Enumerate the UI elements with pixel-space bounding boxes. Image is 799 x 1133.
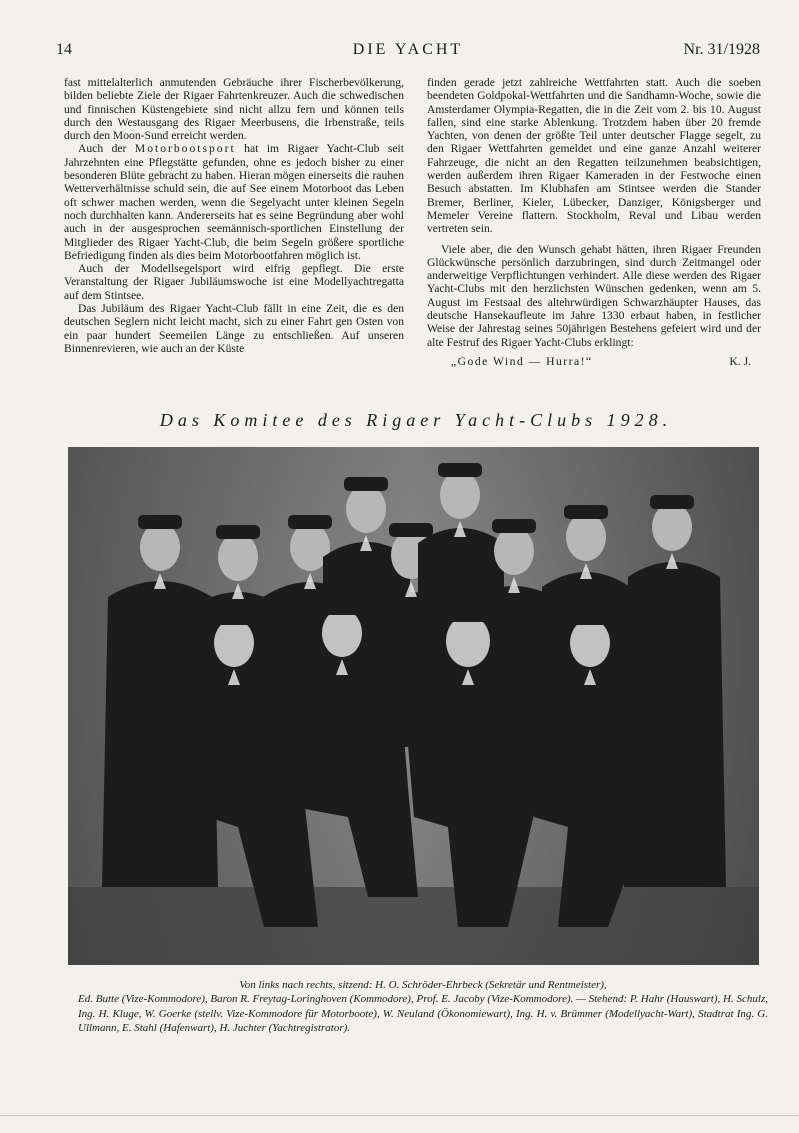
text-run: Auch der (78, 142, 135, 156)
closing-quote: „Gode Wind — Hurra!“ (451, 354, 593, 368)
text-run: hat im Rigaer Yacht-Club seit Jahrzehnten eine Pflegstätte gefunden, ohne es jedoch bisher zu einer besonderen Blüte gebracht zu haben. Hieran mögen einerseits die rauhen Wetterverhältnisse schuld sein, die auf See einem Motorboot das Leben oft schwer machen werden, wenn die Segelyacht unter kleinen Segeln noch durchhalten kann. Andererseits hat es seine Begründung aber wohl auch in der ausgesprochen seemännisch-sportlichen Einstellung der Mitglieder des Rigaer Yacht-Club, die beim Segeln größere sportliche Befriedigung finden als dies beim Motorbootfahren möglich ist. (64, 142, 404, 262)
closing-line (427, 355, 761, 368)
paragraph: Viele aber, die den Wunsch gehabt hätten, ihren Rigaer Freunden Glückwünsche persönlich darzubringen, sind durch Zeitmangel oder anderweitige Verpflichtungen verhindert. Alle diese werden des Rigaer Yacht-Clubs mit den herzlichsten Wünschen gedenken, wenn am 5. August im Festsaal des altehrwürdigen Schwarzhäupter Hauses, das deutsche Hansekaufleute im Jahre 1330 erbaut haben, in festlicher Weise der Jahrestag seines 50jährigen Bestehens gefeiert wird und der alte Festruf des Rigaer Yacht-Clubs erklingt: (427, 242, 761, 349)
paragraph: Auch der Modellsegelsport wird eifrig gepflegt. Die erste Veranstaltung der Rigaer Jubiläumswoche ist eine Modellyachtregatta auf dem Stintsee. (64, 262, 404, 302)
group-photograph (68, 447, 759, 965)
page-number: 14 (56, 41, 72, 58)
photo-caption (78, 978, 768, 1036)
page-header (56, 41, 760, 63)
photo-title: Das Komitee des Rigaer Yacht-Clubs 1928. (159, 410, 673, 430)
author-initials: K. J. (729, 354, 751, 368)
page-edge-line (0, 1115, 799, 1116)
spaced-term: Motorbootsport (134, 142, 236, 156)
article-column-right (427, 76, 761, 368)
paragraph: Das Jubiläum des Rigaer Yacht-Club fällt in eine Zeit, die es den deutschen Seglern nicht leicht macht, sich zu einer Fahrt gen Osten von ein paar hundert Seemeilen Länge zu entschließen. Auf unseren Binnenrevieren, wie auch an der Küste (64, 302, 404, 355)
paragraph: finden gerade jetzt zahlreiche Wettfahrten statt. Auch die soeben beendeten Goldpokal-Wettfahrten und die Sandhamn-Woche, sowie die Amsterdamer Olympia-Regatten, die in die Zeit vom 2. bis 10. August fallen, sind eine starke Ablenkung. Trotzdem haben über 20 fremde Yachten, von denen der größte Teil unter deutscher Flagge segelt, zu den Rigaer Wettfahrten gemeldet und eine ganze Anzahl weiterer Fahrzeuge, die nicht an den Regatten teilzunehmen beabsichtigen, werden außerdem ihren Rigaer Kameraden in der Festwoche einen Besuch abstatten. Im Klubhafen am Stintsee werden die Stander Bremer, Berliner, Kieler, Lübecker, Danziger, Königsberger und Memeler Vereine flattern. Stockholm, Reval und Libau werden vertreten sein. (427, 76, 761, 236)
paragraph (64, 142, 404, 262)
paragraph: fast mittelalterlich anmutenden Gebräuche ihrer Fischerbevölkerung, bilden beliebte Ziele der Rigaer Fahrtenkreuzer. Auch die schwedischen und finnischen Küstengebiete sind nicht allzu fern und können teils durch den Westausgang des Rigaer Meerbusens, die Irbenstraße, teils durch den Moon-Sund erreicht werden. (64, 76, 404, 143)
caption-line: Ed. Butte (Vize-Kommodore), Baron R. Freytag-Loringhoven (Kommodore), Prof. E. Jacoby (Vize-Kommodore). — Stehend: P. Hahr (Hauswart), H. Schulz, Ing. H. Kluge, W. Goerke (stellv. Vize-Kommodore für Motorboote), W. Neuland (Ökonomiewart), Ing. H. v. Brümmer (Modellyacht-Wart), Stadtrat Ing. G. Ullmann, E. Stahl (Hafenwart), H. Juchter (Yachtregistrator). (78, 993, 768, 1035)
article-column-left (64, 76, 404, 355)
issue-number: Nr. 31/1928 (683, 41, 760, 58)
magazine-title: DIE YACHT (352, 41, 464, 58)
caption-line: Von links nach rechts, sitzend: H. O. Schröder-Ehrbeck (Sekretär und Rentmeister), (239, 979, 607, 991)
photo-illustration (68, 447, 759, 965)
